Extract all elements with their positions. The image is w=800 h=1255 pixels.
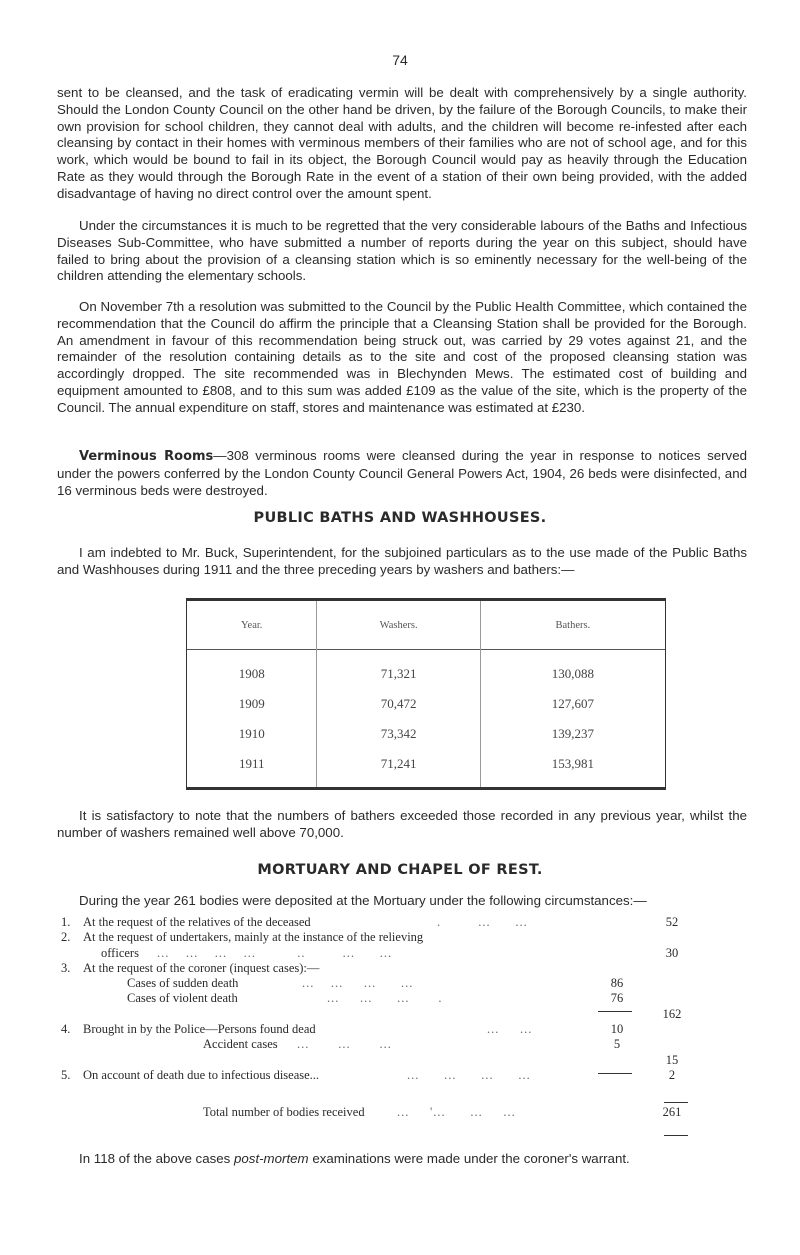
- baths-heading: PUBLIC BATHS AND WASHHOUSES.: [253, 510, 547, 526]
- postmortem-term: post-mortem: [234, 1151, 309, 1166]
- paragraph-verminous-rooms: [57, 448, 747, 499]
- mortuary-heading: MORTUARY AND CHAPEL OF REST.: [257, 862, 543, 878]
- header-bathers: Bathers.: [480, 601, 665, 649]
- page-number: 74: [392, 52, 408, 68]
- table-cell-year: 1910: [238, 726, 265, 741]
- list-item: Cases of sudden death ... ... ... ... 86: [127, 976, 624, 991]
- postmortem-note: In 118 of the above cases post-mortem examinations were made under the coroner's warrant.: [79, 1151, 630, 1166]
- baths-note: It is satisfactory to note that the numbers of bathers exceeded those recorded in any previous year, whilst the number of washers remained well above 70,000.: [57, 808, 747, 840]
- table-cell-year: 1911: [238, 756, 265, 771]
- verminous-rooms-text: —308 verminous rooms were cleansed during the year in response to notices served under the powers conferred by the London County Council General Powers Act, 1904, 26 beds were disinfected, and 16 verminous beds were destroyed.: [57, 448, 747, 498]
- list-item: 4. Brought in by the Police—Persons found dead ... ... 10: [61, 1022, 624, 1037]
- subtotal-rule: [598, 1011, 632, 1012]
- table-cell-bathers: 127,607: [551, 696, 594, 711]
- list-item: Accident cases ... ... ... 5: [203, 1037, 621, 1052]
- paragraph-regret: Under the circumstances it is much to be regretted that the very considerable labours of the Baths and Infectious Diseases Sub-Committee, who have submitted a number of reports during the year on this subject, should have failed to bring about the provision of a cleansing station which is so eminently necessary for the well-being of the children attending the elementary schools.: [57, 218, 747, 284]
- header-washers: Washers.: [316, 601, 479, 649]
- table-cell-year: 1909: [238, 696, 265, 711]
- list-item: 15: [665, 1052, 679, 1067]
- list-item: 2. At the request of undertakers, mainly at the instance of the relieving: [61, 930, 424, 945]
- list-item: Cases of violent death ... ... ... . 76: [127, 991, 624, 1006]
- list-item: 1. At the request of the relatives of the deceased . ... ... 52: [61, 915, 679, 929]
- table-cell-washers: 70,472: [380, 696, 417, 711]
- subtotal-rule: [598, 1073, 632, 1074]
- baths-table: [186, 598, 666, 790]
- table-cell-bathers: 139,237: [551, 726, 594, 741]
- paragraph-cleansing: sent to be cleansed, and the task of eradicating vermin will be dealt with comprehensively by a single authority. Should the London County Council on the other hand be driven, by the failure of the Borough Councils, to make their own provision for school children, they cannot deal with adults, and the children will become re-infested after each cleansing by contact in their homes with verminous members of their families who are not of school age, and for this work, which would be bound to fail in its object, the Borough Council would pay as heavily through the Education Rate as they would through the Borough Rate in the event of a station of their own being provided, with the added disadvantage of having no direct control over the amount spent.: [57, 85, 747, 201]
- verminous-rooms-title: Verminous Rooms: [79, 449, 214, 464]
- list-item: 5. On account of death due to infectious disease... ... ... ... ... 2: [61, 1067, 676, 1082]
- washers-column: [316, 649, 479, 787]
- table-cell-bathers: 130,088: [551, 666, 594, 681]
- total-rule: [664, 1135, 688, 1136]
- table-cell-washers: 73,342: [380, 726, 417, 741]
- baths-intro: I am indebted to Mr. Buck, Superintendent, for the subjoined particulars as to the use made of the Public Baths and Washhouses during 1911 and the three preceding years by washers and bathers:—: [57, 545, 747, 577]
- table-body: [187, 649, 665, 787]
- table-cell-washers: 71,241: [380, 756, 417, 771]
- table-cell-year: 1908: [238, 666, 265, 681]
- list-item-total: Total number of bodies received ... '... ... ... 261: [203, 1105, 682, 1120]
- table-cell-bathers: 153,981: [551, 756, 594, 771]
- total-rule: [664, 1102, 688, 1103]
- paragraph-resolution: On November 7th a resolution was submitted to the Council by the Public Health Committee, which contained the recommendation that the Council do affirm the principle that a Cleansing Station shall be provided for the Borough. An amendment in favour of this recommendation being struck out, was carried by 29 votes against 21, and the remainder of the resolution containing details as to the site and cost of the proposed cleansing station was accordingly dropped. The site recommended was in Blechynden Mews. The estimated cost of building and equipment amounted to £808, and to this sum was added £109 as the value of the site, which is the property of the Council. The annual expenditure on staff, stores and maintenance was estimated at £230.: [57, 299, 747, 415]
- list-item: officers ... ... ... ... .. ... ... 30: [101, 945, 679, 960]
- list-item: 162: [662, 1006, 682, 1021]
- year-column: [187, 649, 316, 787]
- bathers-column: [480, 649, 665, 787]
- mortuary-intro: During the year 261 bodies were deposited at the Mortuary under the following circumstances:—: [79, 893, 647, 908]
- table-header: [187, 601, 665, 650]
- table-cell-washers: 71,321: [380, 666, 417, 681]
- mortuary-list: [57, 915, 697, 1121]
- list-item: 3. At the request of the coroner (inquest cases):—: [61, 960, 320, 975]
- header-year: Year.: [241, 619, 263, 631]
